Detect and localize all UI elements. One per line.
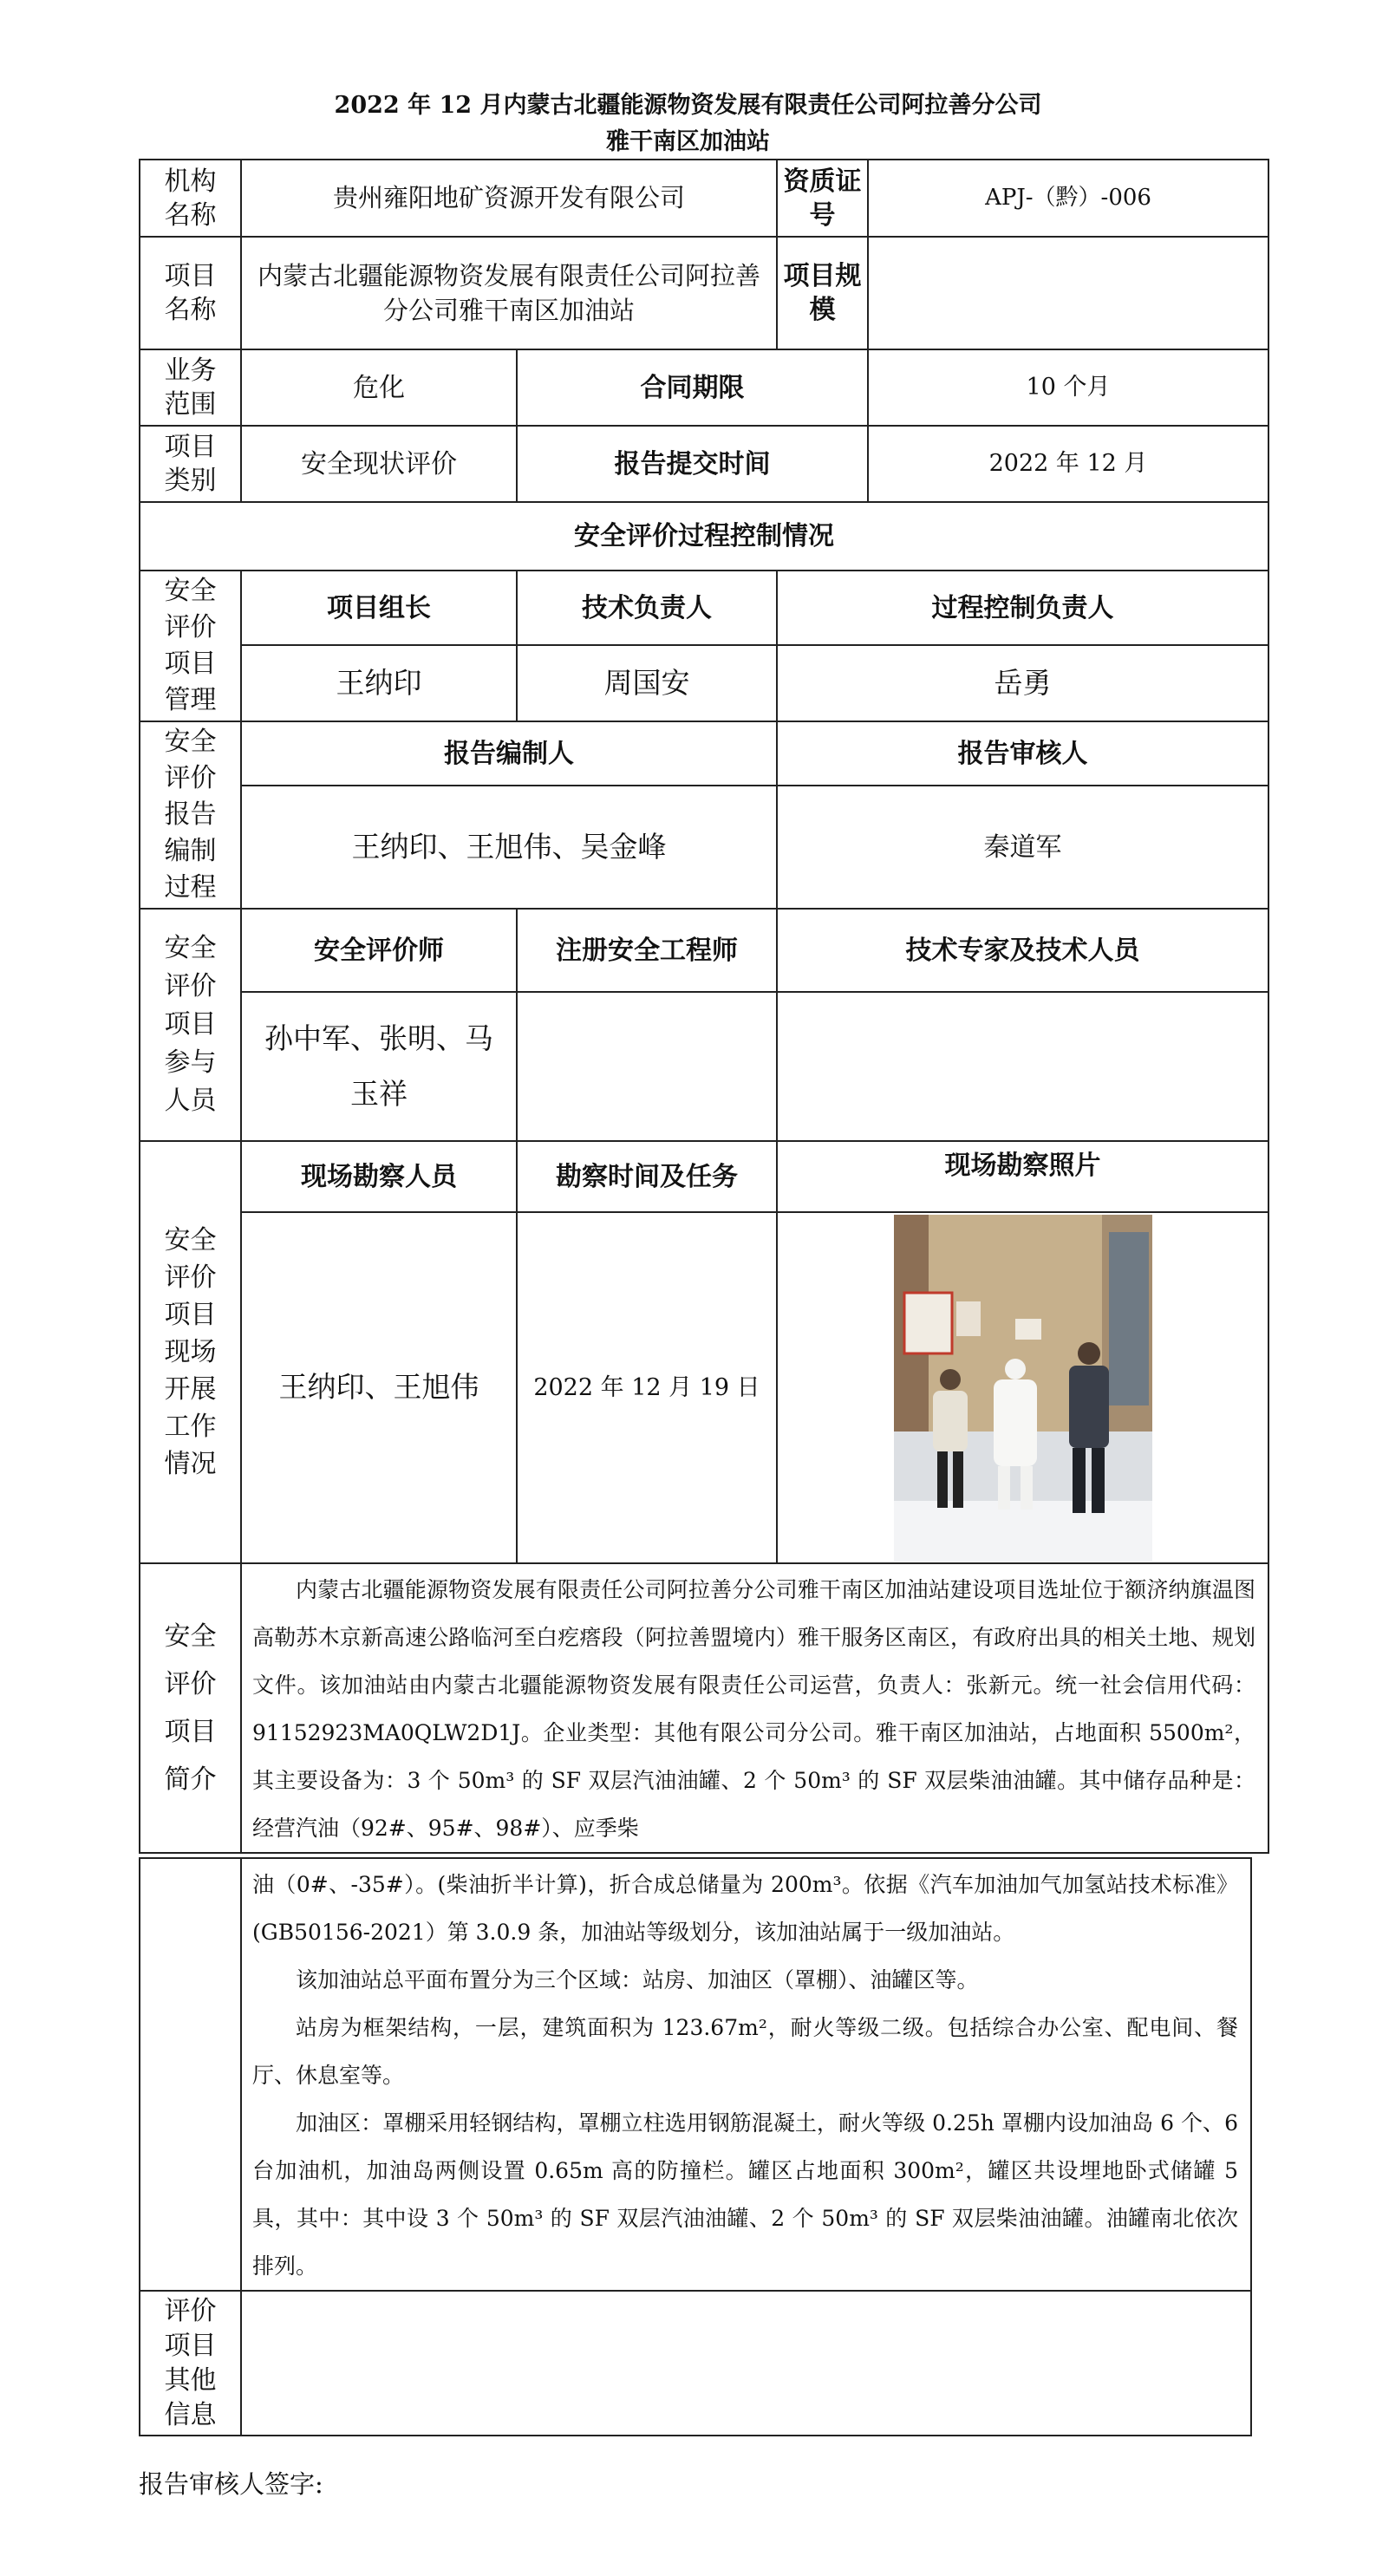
leader-value: 王纳印 xyxy=(241,645,517,721)
site-value-row xyxy=(140,1212,1268,1563)
scale-label: 项目规模 xyxy=(777,237,868,349)
mgmt-head-row xyxy=(140,571,1268,645)
qual-label: 资质证号 xyxy=(777,160,868,237)
intro-text-para3: 站房为框架结构，一层，建筑面积为 123.67m²，耐火等级二级。包括综合办公室、配电间、餐厅、休息室等。 xyxy=(252,2015,1238,2088)
expert-head: 技术专家及技术人员 xyxy=(777,909,1268,992)
reviewer-head: 报告审核人 xyxy=(777,721,1268,786)
engineer-head: 注册安全工程师 xyxy=(517,909,777,992)
term-label: 合同期限 xyxy=(517,349,868,426)
surveyor-head: 现场勘察人员 xyxy=(241,1141,517,1212)
engineer-value xyxy=(517,992,777,1141)
document-title-line2: 雅干南区加油站 xyxy=(606,128,770,155)
scope-row xyxy=(140,349,1268,426)
photo-cell xyxy=(777,1212,1268,1563)
intro-paragraph-1 xyxy=(241,1563,1268,1853)
staff-label: 安全 评价 项目 参与 人员 xyxy=(140,909,241,1141)
assessor-head: 安全评价师 xyxy=(241,909,517,992)
staff-head-row xyxy=(140,909,1268,992)
intro-text-part1: 内蒙古北疆能源物资发展有限责任公司阿拉善分公司雅干南区加油站建设项目选址位于额济纳旗温图高勒苏木京新高速公路临河至白疙瘩段（阿拉善盟境内）雅干服务区南区，有政府出具的相关土地、规划文件。该加油站由内蒙古北疆能源物资发展有限责任公司运营，负责人：张新元。统一社会信用代码：91152923MA0QLW2D1J。企业类型：其他有限公司分公司。雅干南区加油站，占地面积 5500m²，其主要设备为：3 个 50m³ 的 SF 双层汽油油罐、2 个 50m³ 的 SF 双层柴油油罐。其中储存品种是：经营汽油（92#、95#、98#）、应季柴 xyxy=(252,1577,1256,1841)
other-row xyxy=(140,2291,1251,2436)
reviewer-signature-label: 报告审核人签字: xyxy=(139,2469,323,2499)
intro-paragraph-cont xyxy=(241,1858,1251,2291)
submit-value: 2022 年 12 月 xyxy=(868,426,1268,502)
report-head-row xyxy=(140,721,1268,786)
submit-label: 报告提交时间 xyxy=(517,426,868,502)
ctrl-head: 过程控制负责人 xyxy=(777,571,1268,645)
intro-text-para4: 加油区：罩棚采用轻钢结构，罩棚立柱选用钢筋混凝土，耐火等级 0.25h 罩棚内设加油岛 6 个、6 台加油机，加油岛两侧设置 0.65m 高的防撞栏。罐区占地面积 300m²，罐区共设埋地卧式储罐 5 具，其中：其中设 3 个 50m³ 的 SF 双层汽油油罐、2 个 50m³ 的 SF 双层柴油油罐。油罐南北依次排列。 xyxy=(252,2110,1238,2279)
scale-value xyxy=(868,237,1268,349)
term-value: 10 个月 xyxy=(868,349,1268,426)
other-label: 评价 项目 其他 信息 xyxy=(140,2291,241,2436)
type-label: 项目 类别 xyxy=(140,426,241,502)
assessor-value: 孙中军、张明、马 玉祥 xyxy=(241,992,517,1141)
author-value: 王纳印、王旭伟、吴金峰 xyxy=(241,786,777,909)
project-value: 内蒙古北疆能源物资发展有限责任公司阿拉善分公司雅干南区加油站 xyxy=(241,237,777,349)
qual-value: APJ-（黔）-006 xyxy=(868,160,1268,237)
type-value: 安全现状评价 xyxy=(241,426,517,502)
evaluation-form-table-continued xyxy=(139,1857,1252,2436)
intro-cont-label xyxy=(140,1858,241,2291)
mgmt-label: 安全 评价 项目 管理 xyxy=(140,571,241,721)
leader-head: 项目组长 xyxy=(241,571,517,645)
project-row xyxy=(140,237,1268,349)
org-row xyxy=(140,160,1268,237)
intro-text-para2: 该加油站总平面布置分为三个区域：站房、加油区（罩棚）、油罐区等。 xyxy=(296,1967,979,1992)
survey-time-value: 2022 年 12 月 19 日 xyxy=(517,1212,777,1563)
tech-head: 技术负责人 xyxy=(517,571,777,645)
site-label: 安全 评价 项目 现场 开展 工作 情况 xyxy=(140,1141,241,1563)
report-label: 安全 评价 报告 编制 过程 xyxy=(140,721,241,909)
report-value-row xyxy=(140,786,1268,909)
org-label: 机构 名称 xyxy=(140,160,241,237)
scope-value: 危化 xyxy=(241,349,517,426)
ctrl-value: 岳勇 xyxy=(777,645,1268,721)
reviewer-value: 秦道军 xyxy=(777,786,1268,909)
mgmt-value-row xyxy=(140,645,1268,721)
survey-time-head: 勘察时间及任务 xyxy=(517,1141,777,1212)
staff-value-row xyxy=(140,992,1268,1141)
org-value: 贵州雍阳地矿资源开发有限公司 xyxy=(241,160,777,237)
site-photo-illustration xyxy=(894,1215,1152,1562)
evaluation-form-table xyxy=(139,159,1269,1854)
intro-text-part1-cont: 油（0#、-35#）。(柴油折半计算)，折合成总储量为 200m³。依据《汽车加油加气加氢站技术标准》(GB50156-2021）第 3.0.9 条，加油站等级划分，该加油站属于一级加油站。 xyxy=(252,1872,1238,1945)
author-head: 报告编制人 xyxy=(241,721,777,786)
site-head-row xyxy=(140,1141,1268,1212)
photo-head: 现场勘察照片 xyxy=(777,1141,1268,1212)
expert-value xyxy=(777,992,1268,1141)
tech-value: 周国安 xyxy=(517,645,777,721)
type-row xyxy=(140,426,1268,502)
other-value xyxy=(241,2291,1251,2436)
process-section-title: 安全评价过程控制情况 xyxy=(140,502,1268,571)
project-label: 项目 名称 xyxy=(140,237,241,349)
intro-row xyxy=(140,1563,1268,1853)
scope-label: 业务 范围 xyxy=(140,349,241,426)
document-title-line1: 2022 年 12 月内蒙古北疆能源物资发展有限责任公司阿拉善分公司 xyxy=(334,92,1042,119)
intro-cont-row xyxy=(140,1858,1251,2291)
process-section-row xyxy=(140,502,1268,571)
intro-label: 安全 评价 项目 简介 xyxy=(140,1563,241,1853)
site-survey-photo xyxy=(894,1215,1152,1562)
surveyor-value: 王纳印、王旭伟 xyxy=(241,1212,517,1563)
